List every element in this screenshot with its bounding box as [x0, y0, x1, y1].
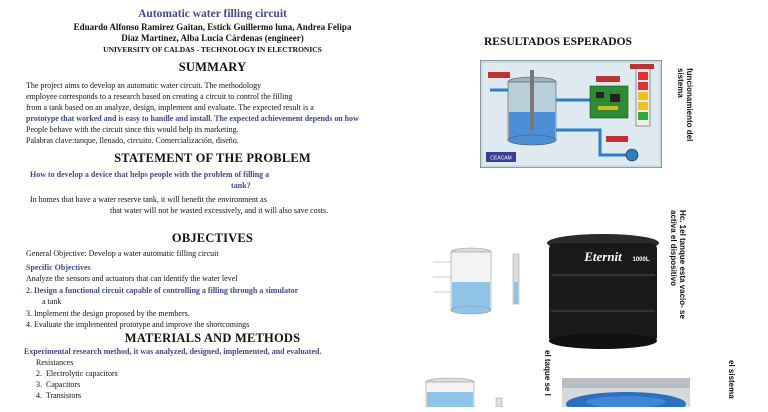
materials-item: 3. Capacitors: [36, 380, 81, 389]
methods-text: Experimental research method, it was analyzed, designed, implemented, and evaluated.: [24, 347, 322, 356]
summary-line-4: prototype that worked and is easy to handle and install. The expected achievement depends on how: [26, 114, 359, 123]
summary-line-1: The project aims to develop an automatic water circuit. The methodology: [26, 81, 262, 90]
objective-item-1: Analyze the sensors and actuators that can identify the water level: [26, 274, 238, 283]
objective-item-2: [26, 285, 298, 296]
tank-diagram-image: [425, 242, 530, 322]
authors-line-2: Diaz Martinez, Alba Lucia Cárdenas (engineer): [121, 33, 304, 43]
tank-capacity: 1000L: [632, 257, 650, 263]
caption-system-line-2: sistema: [676, 68, 685, 98]
blue-tank: [562, 378, 690, 407]
materials-item: Resistances: [36, 358, 74, 367]
objective-item-3: [26, 308, 190, 319]
materials-item: 2. Electrolytic capacitors: [36, 369, 118, 378]
blue-tank-photo: [562, 378, 690, 407]
objectives-heading: OBJECTIVES: [171, 231, 254, 245]
authors: [0, 22, 425, 44]
simulation-image: [480, 60, 662, 168]
problem-question-line-2: tank?: [231, 181, 251, 190]
materials-item: 4. Transistors: [36, 391, 82, 400]
authors-line-1: Eduardo Alfonso Ramirez Gaitan, Estick Guillermo luna, Andrea Felipa: [73, 22, 352, 32]
university: UNIVERSITY OF CALDAS - TECHNOLOGY IN ELECTRONICS: [103, 45, 322, 54]
objective-item-4-number: 4.: [26, 320, 32, 329]
caption-tank-2: el taque se l: [543, 350, 552, 396]
sim-logo: CEACAM: [490, 155, 512, 162]
caption-tank-line-2: activa el dispositivo: [669, 210, 678, 287]
general-objective: General Objective: Develop a water automatic filling circuit: [26, 249, 219, 258]
caption-tank: [669, 210, 687, 319]
tank-diagram: [425, 242, 530, 322]
problem-question-line-1: How to develop a device that helps people with the problem of filling a: [30, 170, 270, 179]
summary-heading: SUMMARY: [178, 60, 247, 74]
materials-list: [26, 357, 118, 401]
summary-line-2: employee corresponds to a research based on creating a circuit to control the filling: [26, 92, 293, 101]
caption-system-2: el sistema: [727, 360, 736, 399]
results-heading: RESULTADOS ESPERADOS: [484, 36, 632, 48]
caption-tank-line-1: Hc. 1el tanque esta vacio- se: [678, 210, 687, 319]
summary-text: [26, 80, 359, 146]
problem-text-line-1: In homes that have a water reserve tank, it will benefit the environment as: [30, 195, 267, 204]
problem-text-line-2: that water will not be wasted excessively, and it will also save costs.: [110, 206, 329, 215]
tank-photo: [541, 233, 664, 353]
objective-item-2-text: Design a functional circuit capable of controlling a filling through a simulator: [34, 286, 299, 295]
specific-objectives-heading: Specific Objectives: [26, 263, 91, 272]
methods-heading: MATERIALS AND METHODS: [124, 331, 301, 345]
objective-item-4-text: Evaluate the implemented prototype and improve the shortcomings: [34, 320, 250, 329]
tank-brand: Eternit: [584, 249, 622, 264]
summary-line-5: People behave with the circuit since this would help its marketing.: [26, 125, 239, 134]
objective-item-3-number: 3.: [26, 309, 32, 318]
caption-system-line-1: funcionamiento del: [685, 68, 694, 142]
objective-item-4: [26, 319, 249, 330]
caption-system: [676, 68, 694, 141]
tank-diagram-2: [400, 368, 515, 407]
simulation-diagram: [480, 60, 662, 168]
problem-heading: STATEMENT OF THE PROBLEM: [114, 151, 311, 165]
summary-keywords: Palabras clave:tanque, llenado, circuito. Comercialización, diseño.: [26, 136, 239, 145]
summary-line-3: from a tank based on an analyze, design, implement and evaluate. The expected result is a: [26, 103, 314, 112]
objective-item-3-text: Implement the design proposed by the members.: [34, 309, 190, 318]
tank-diagram-image-2: [400, 368, 515, 407]
objective-item-2-cont: a tank: [42, 297, 62, 306]
poster-title: Automatic water filling circuit: [138, 8, 287, 20]
black-tank: [541, 233, 664, 353]
objective-item-2-number: 2.: [26, 286, 32, 295]
